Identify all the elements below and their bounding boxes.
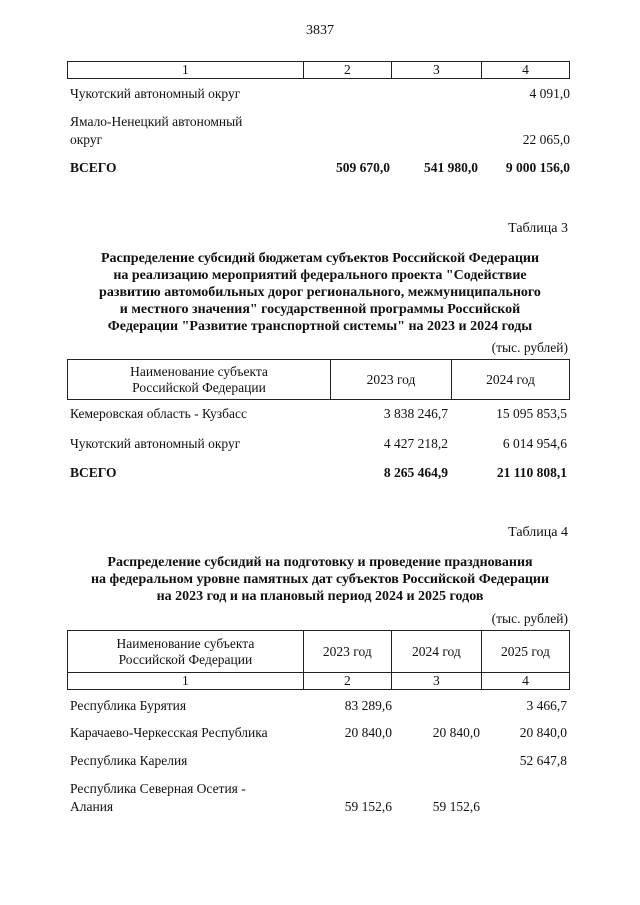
value-cell: 4 091,0 — [529, 86, 570, 101]
header-col-number: 4 — [481, 673, 569, 690]
value-cell: 3 838 246,7 — [383, 406, 448, 421]
header-year-cell: 2025 год — [481, 631, 569, 673]
header-year-cell: 2024 год — [391, 631, 481, 673]
table3-title — [40, 250, 600, 335]
value-cell: 22 065,0 — [522, 132, 570, 147]
table2-row — [70, 86, 570, 102]
title-line: Распределение субсидий на подготовку и проведение празднования — [107, 555, 533, 570]
value-cell: 83 289,6 — [344, 698, 392, 713]
header-label: Наименование субъекта — [116, 635, 255, 651]
table4-row — [70, 780, 567, 816]
header-year-cell: 2023 год — [303, 631, 391, 673]
region-name: Кемеровская область - Кузбасс — [70, 406, 247, 421]
value-cell: 3 466,7 — [526, 698, 567, 713]
title-line: на реализацию мероприятий федерального проекта "Содействие — [113, 268, 527, 283]
total-label: ВСЕГО — [70, 465, 117, 480]
value-cell: 9 000 156,0 — [505, 160, 570, 175]
table3-caption: Таблица 3 — [508, 221, 568, 236]
region-name: Чукотский автономный округ — [70, 436, 241, 451]
table2-col-number: 4 — [481, 62, 569, 79]
value-cell: 541 980,0 — [424, 160, 478, 175]
header-region-cell — [68, 631, 304, 673]
region-name: Ямало-Ненецкий автономный — [70, 114, 243, 129]
table4-row — [70, 725, 567, 741]
total-label: ВСЕГО — [70, 160, 117, 175]
value-cell: 8 265 464,9 — [383, 465, 448, 480]
value-cell: 4 427 218,2 — [383, 436, 448, 451]
region-name: Республика Северная Осетия - — [70, 781, 246, 796]
region-name: Республика Карелия — [70, 753, 188, 768]
title-line: развитию автомобильных дорог регионального, межмуниципального — [99, 285, 541, 300]
header-region-cell — [68, 360, 331, 400]
value-cell: 6 014 954,6 — [502, 436, 567, 451]
table4-units: (тыс. рублей) — [491, 611, 568, 626]
table2-col-number: 1 — [68, 62, 304, 79]
value-cell: 20 840,0 — [432, 725, 480, 740]
header-label: Наименование субъекта — [130, 363, 268, 379]
value-cell: 509 670,0 — [336, 160, 390, 175]
title-line: Федерации "Развитие транспортной системы" на 2023 и 2024 годы — [107, 319, 533, 334]
header-label: Российской Федерации — [132, 379, 266, 395]
region-name: Чукотский автономный округ — [70, 86, 241, 101]
region-name: Карачаево-Черкесская Республика — [70, 725, 268, 740]
value-cell: 15 095 853,5 — [496, 406, 567, 421]
table3-row — [70, 436, 567, 452]
value-cell: 52 647,8 — [519, 753, 567, 768]
table2-col-number: 2 — [303, 62, 391, 79]
table4-header — [67, 630, 570, 690]
table4-title — [40, 554, 600, 605]
header-year-cell: 2024 год — [451, 360, 569, 400]
title-line: Распределение субсидий бюджетам субъектов Российской Федерации — [100, 251, 540, 266]
value-cell: 59 152,6 — [344, 799, 392, 814]
title-line: и местного значения" государственной программы Российской — [119, 302, 521, 317]
table4-caption: Таблица 4 — [508, 525, 568, 540]
table3-units: (тыс. рублей) — [491, 340, 568, 355]
header-col-number: 2 — [303, 673, 391, 690]
table4-row — [70, 698, 567, 714]
value-cell: 20 840,0 — [519, 725, 567, 740]
header-label: Российской Федерации — [118, 651, 253, 667]
value-cell: 21 110 808,1 — [496, 465, 567, 480]
table2-total-row — [70, 160, 570, 176]
region-name: Республика Бурятия — [70, 698, 187, 713]
table2-row — [70, 113, 570, 149]
value-cell: 20 840,0 — [344, 725, 392, 740]
header-year-cell: 2023 год — [331, 360, 452, 400]
region-name: Алания — [70, 799, 114, 814]
region-name: округ — [70, 132, 103, 147]
title-line: на федеральном уровне памятных дат субъектов Российской Федерации — [90, 572, 550, 587]
table3-total-row — [70, 465, 567, 481]
header-col-number: 1 — [68, 673, 304, 690]
header-col-number: 3 — [391, 673, 481, 690]
table2-col-number: 3 — [391, 62, 481, 79]
page-number: 3837 — [306, 23, 334, 38]
table4-row — [70, 753, 567, 769]
value-cell: 59 152,6 — [432, 799, 480, 814]
table3-row — [70, 406, 567, 422]
table2-header — [67, 61, 570, 79]
table3-header — [67, 359, 570, 400]
title-line: на 2023 год и на плановый период 2024 и 2025 годов — [156, 589, 484, 604]
